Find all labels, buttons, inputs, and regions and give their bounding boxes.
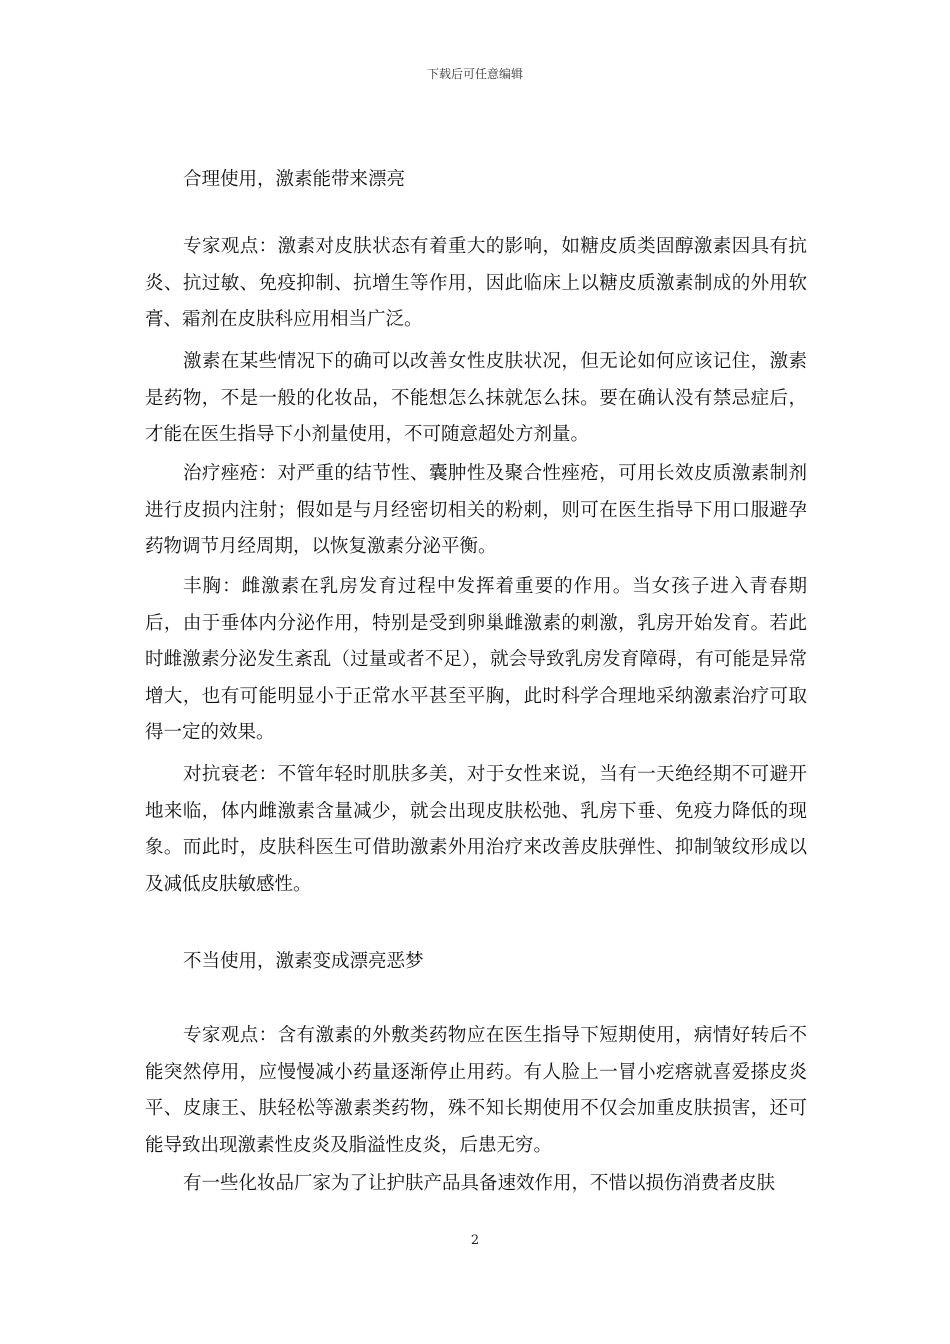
paragraph-acne-treatment: 治疗痤疮：对严重的结节性、囊肿性及聚合性痤疮，可用长效皮质激素制剂进行皮损内注射；假如是与月经密切相关的粉刺，则可在医生指导下用口服避孕药物调节月经周期，以恢复激素分泌平衡。: [145, 463, 807, 557]
paragraph-expert-view-1: 专家观点：激素对皮肤状态有着重大的影响，如糖皮质类固醇激素因具有抗炎、抗过敏、免疫抑制、抗增生等作用，因此临床上以糖皮质激素制成的外用软膏、霜剂在皮肤科应用相当广泛。: [145, 236, 807, 330]
paragraph-cosmetics-manufacturers: 有一些化妆品厂家为了让护肤产品具备速效作用，不惜以损伤消费者皮肤: [183, 1173, 776, 1194]
paragraph-breast-enhancement: 丰胸：雌激素在乳房发育过程中发挥着重要的作用。当女孩子进入青春期后，由于垂体内分泌作用，特别是受到卵巢雌激素的刺激，乳房开始发育。若此时雌激素分泌发生紊乱（过量或者不足），就会导致乳房发育障碍，有可能是异常增大，也有可能明显小于正常水平甚至平胸，此时科学合理地采纳激素治疗可取得一定的效果。: [145, 576, 807, 743]
page-number: 2: [470, 1233, 480, 1248]
section-heading-1: 合理使用，激素能带来漂亮: [183, 169, 406, 190]
paragraph-anti-aging: 对抗衰老：不管年轻时肌肤多美，对于女性来说，当有一天绝经期不可避开地来临，体内雌激素含量减少，就会出现皮肤松弛、乳房下垂、免疫力降低的现象。而此时，皮肤科医生可借助激素外用治疗来改善皮肤弹性、抑制皱纹形成以及减低皮肤敏感性。: [145, 764, 807, 895]
paragraph-hormone-caution: 激素在某些情况下的确可以改善女性皮肤状况，但无论如何应该记住，激素是药物，不是一般的化妆品，不能想怎么抹就怎么抹。要在确认没有禁忌症后，才能在医生指导下小剂量使用，不可随意超处方剂量。: [145, 351, 807, 445]
section-heading-2: 不当使用，激素变成漂亮恶梦: [183, 951, 424, 972]
page-header: 下载后可任意编辑: [426, 67, 523, 81]
paragraph-expert-view-2: 专家观点：含有激素的外敷类药物应在医生指导下短期使用，病情好转后不能突然停用，应慢慢减小药量逐渐停止用药。有人脸上一冒小疙瘩就喜爱搽皮炎平、皮康王、肤轻松等激素类药物，殊不知长期使用不仅会加重皮肤损害，还可能导致出现激素性皮炎及脂溢性皮炎，后患无穷。: [145, 1025, 807, 1156]
